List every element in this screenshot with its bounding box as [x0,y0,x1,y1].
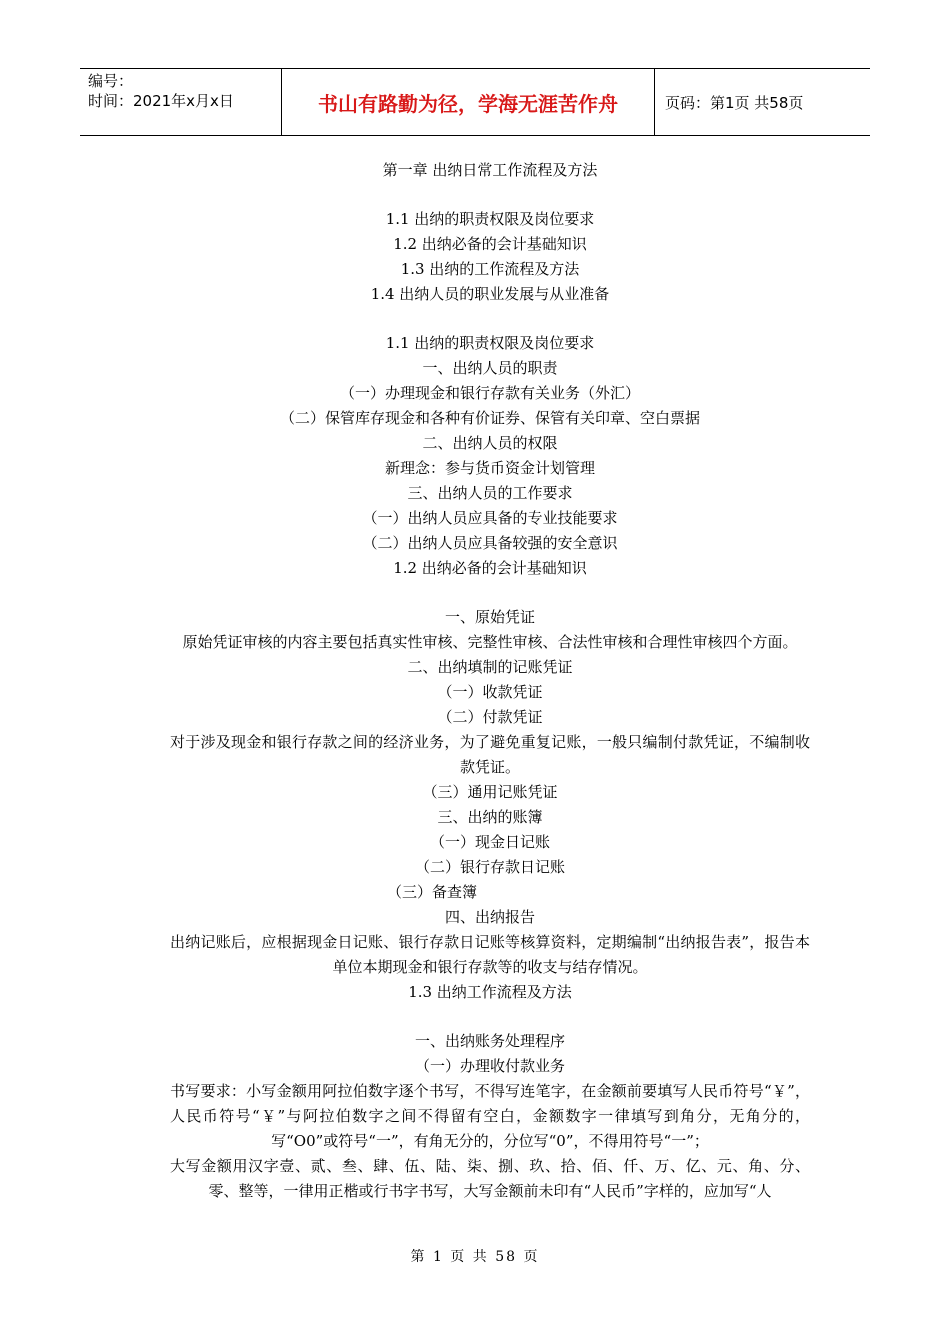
body-line: 四、出纳报告 [444,908,535,926]
body-line: （二）付款凭证 [437,708,543,726]
body-line: （一）办理收付款业务 [414,1057,565,1075]
body-line: 新理念：参与货币资金计划管理 [384,459,595,477]
body-paragraph: 大写金额用汉字壹、贰、叁、肆、伍、陆、柒、捌、玖、拾、佰、仟、万、亿、元、角、分、零、整等，一律用正楷或行书字书写，大写金额前未印有“人民币”字样的，应加写“人 [170,1157,810,1200]
section-heading: 1.2 出纳必备的会计基础知识 [393,559,587,577]
body-paragraph: 对于涉及现金和银行存款之间的经济业务，为了避免重复记账，一般只编制付款凭证，不编制收款凭证。 [170,733,810,776]
body-line: （一）现金日记账 [429,833,550,851]
toc-item: 1.3 出纳的工作流程及方法 [400,260,580,278]
body-line: （三）备查簿 [386,883,477,901]
section-heading: 1.1 出纳的职责权限及岗位要求 [385,334,595,352]
body-line: 三、出纳人员的工作要求 [407,484,573,502]
toc-item: 1.1 出纳的职责权限及岗位要求 [385,210,595,228]
body-line: 三、出纳的账簿 [437,808,543,826]
section-heading: 1.3 出纳工作流程及方法 [408,983,572,1001]
body-line: （二）出纳人员应具备较强的安全意识 [362,534,618,552]
body-line: （一）办理现金和银行存款有关业务（外汇） [339,384,640,402]
chapter-title: 第一章 出纳日常工作流程及方法 [382,161,598,179]
body-line: 二、出纳人员的权限 [422,434,558,452]
document-date: 时间：2021年x月x日 [88,92,234,110]
document-number-label: 编号： [88,72,134,90]
body-paragraph: 出纳记账后，应根据现金日记账、银行存款日记账等核算资料，定期编制“出纳报告表”，报告本单位本期现金和银行存款等的收支与结存情况。 [170,933,810,976]
body-line: 一、原始凭证 [444,608,535,626]
toc-item: 1.4 出纳人员的职业发展与从业准备 [370,285,610,303]
page-footer: 第 1 页 共 58 页 [410,1249,540,1265]
body-paragraph: 原始凭证审核的内容主要包括真实性审核、完整性审核、合法性审核和合理性审核四个方面。 [182,633,798,651]
document-body [170,158,810,1204]
body-line: （二）银行存款日记账 [414,858,565,876]
page-header [80,68,870,136]
header-page-info: 页码：第1页 共58页 [665,93,804,112]
body-line: （一）出纳人员应具备的专业技能要求 [362,509,618,527]
body-line: （三）通用记账凭证 [422,783,558,801]
header-meta-cell [80,69,282,135]
body-paragraph: 书写要求：小写金额用阿拉伯数字逐个书写，不得写连笔字，在金额前要填写人民币符号“￥”，人民币符号“￥”与阿拉伯数字之间不得留有空白，金额数字一律填写到角分，无角分的，写“O0”或符号“一”，有角无分的，分位写“0”，不得用符号“一”； [170,1082,810,1150]
toc-item: 1.2 出纳必备的会计基础知识 [393,235,587,253]
body-line: 一、出纳账务处理程序 [414,1032,565,1050]
body-line: 二、出纳填制的记账凭证 [407,658,573,676]
header-motto: 书山有路勤为径，学海无涯苦作舟 [282,69,655,135]
body-line: （一）收款凭证 [437,683,543,701]
body-line: 一、出纳人员的职责 [422,359,558,377]
body-line: （二）保管库存现金和各种有价证券、保管有关印章、空白票据 [279,409,700,427]
